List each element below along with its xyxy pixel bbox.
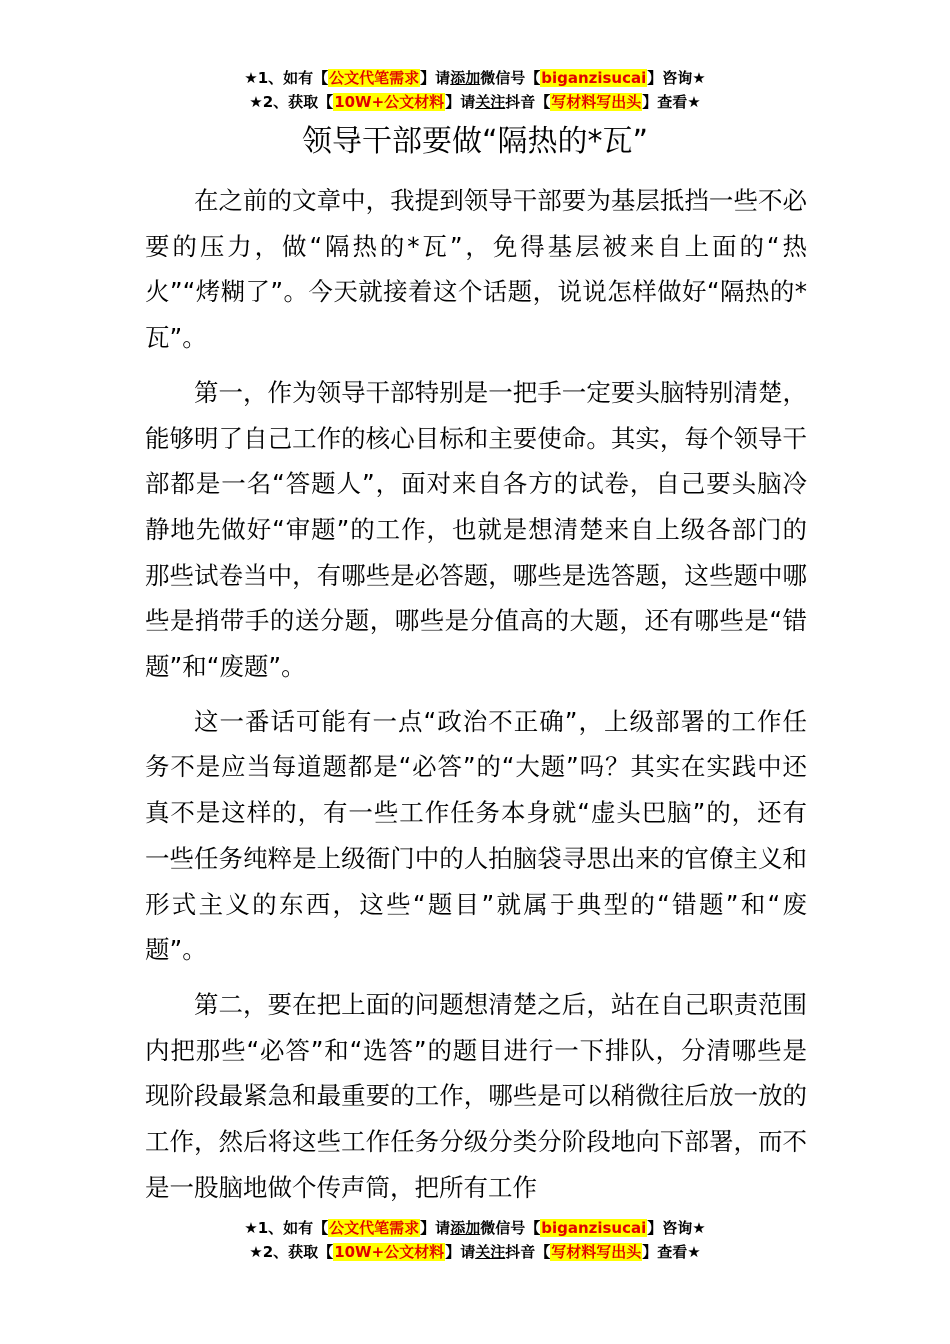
document-title: 领导干部要做“隔热的*瓦”: [301, 124, 649, 159]
highlight-materials: 10W+公文材料: [334, 93, 445, 111]
paragraph-4: 第二，要在把上面的问题想清楚之后，站在自己职责范围内把那些“必答”和“选答”的题目进行一下排队，分清哪些是现阶段最紧急和最重要的工作，哪些是可以稍微往后放一放的工作，然后将这些工作任务分级分类分阶段地向下部署，而不是一股脑地做个传声筒，把所有工作: [145, 989, 807, 1202]
highlight-wechat-id: biganzisucai: [541, 69, 647, 87]
highlight-douyin: 写材料写出头: [551, 1243, 642, 1261]
document-body: [145, 178, 807, 1219]
paragraph-2: 第一，作为领导干部特别是一把手一定要头脑特别清楚，能够明了自己工作的核心目标和主要使命。其实，每个领导干部都是一名“答题人”，面对来自各方的试卷，自己要头脑冷静地先做好“审题”的工作，也就是想清楚来自上级各部门的那些试卷当中，有哪些是必答题，哪些是选答题，这些题中哪些是捎带手的送分题，哪些是分值高的大题，还有哪些是“错题”和“废题”。: [145, 377, 807, 682]
highlight-douyin: 写材料写出头: [551, 93, 642, 111]
banner-line-1: ★1、如有【公文代笔需求】请添加微信号【biganzisucai】咨询★: [244, 1219, 706, 1237]
highlight-service: 公文代笔需求: [329, 69, 420, 87]
highlight-materials: 10W+公文材料: [334, 1243, 445, 1261]
highlight-wechat-id: biganzisucai: [541, 1219, 647, 1237]
banner-line-2: ★2、获取【10W+公文材料】请关注抖音【写材料写出头】查看★: [249, 1243, 701, 1261]
bottom-banner: [0, 1216, 950, 1264]
highlight-service: 公文代笔需求: [329, 1219, 420, 1237]
banner-line-1: ★1、如有【公文代笔需求】请添加微信号【biganzisucai】咨询★: [244, 69, 706, 87]
top-banner: [0, 66, 950, 114]
banner-line-2: ★2、获取【10W+公文材料】请关注抖音【写材料写出头】查看★: [249, 93, 701, 111]
paragraph-3: 这一番话可能有一点“政治不正确”，上级部署的工作任务不是应当每道题都是“必答”的“大题”吗？其实在实践中还真不是这样的，有一些工作任务本身就“虚头巴脑”的，还有一些任务纯粹是上级衙门中的人拍脑袋寻思出来的官僚主义和形式主义的东西，这些“题目”就属于典型的“错题”和“废题”。: [145, 706, 807, 965]
paragraph-1: 在之前的文章中，我提到领导干部要为基层抵挡一些不必要的压力，做“隔热的*瓦”，免得基层被来自上面的“热火”“烤糊了”。今天就接着这个话题，说说怎样做好“隔热的*瓦”。: [145, 186, 807, 353]
